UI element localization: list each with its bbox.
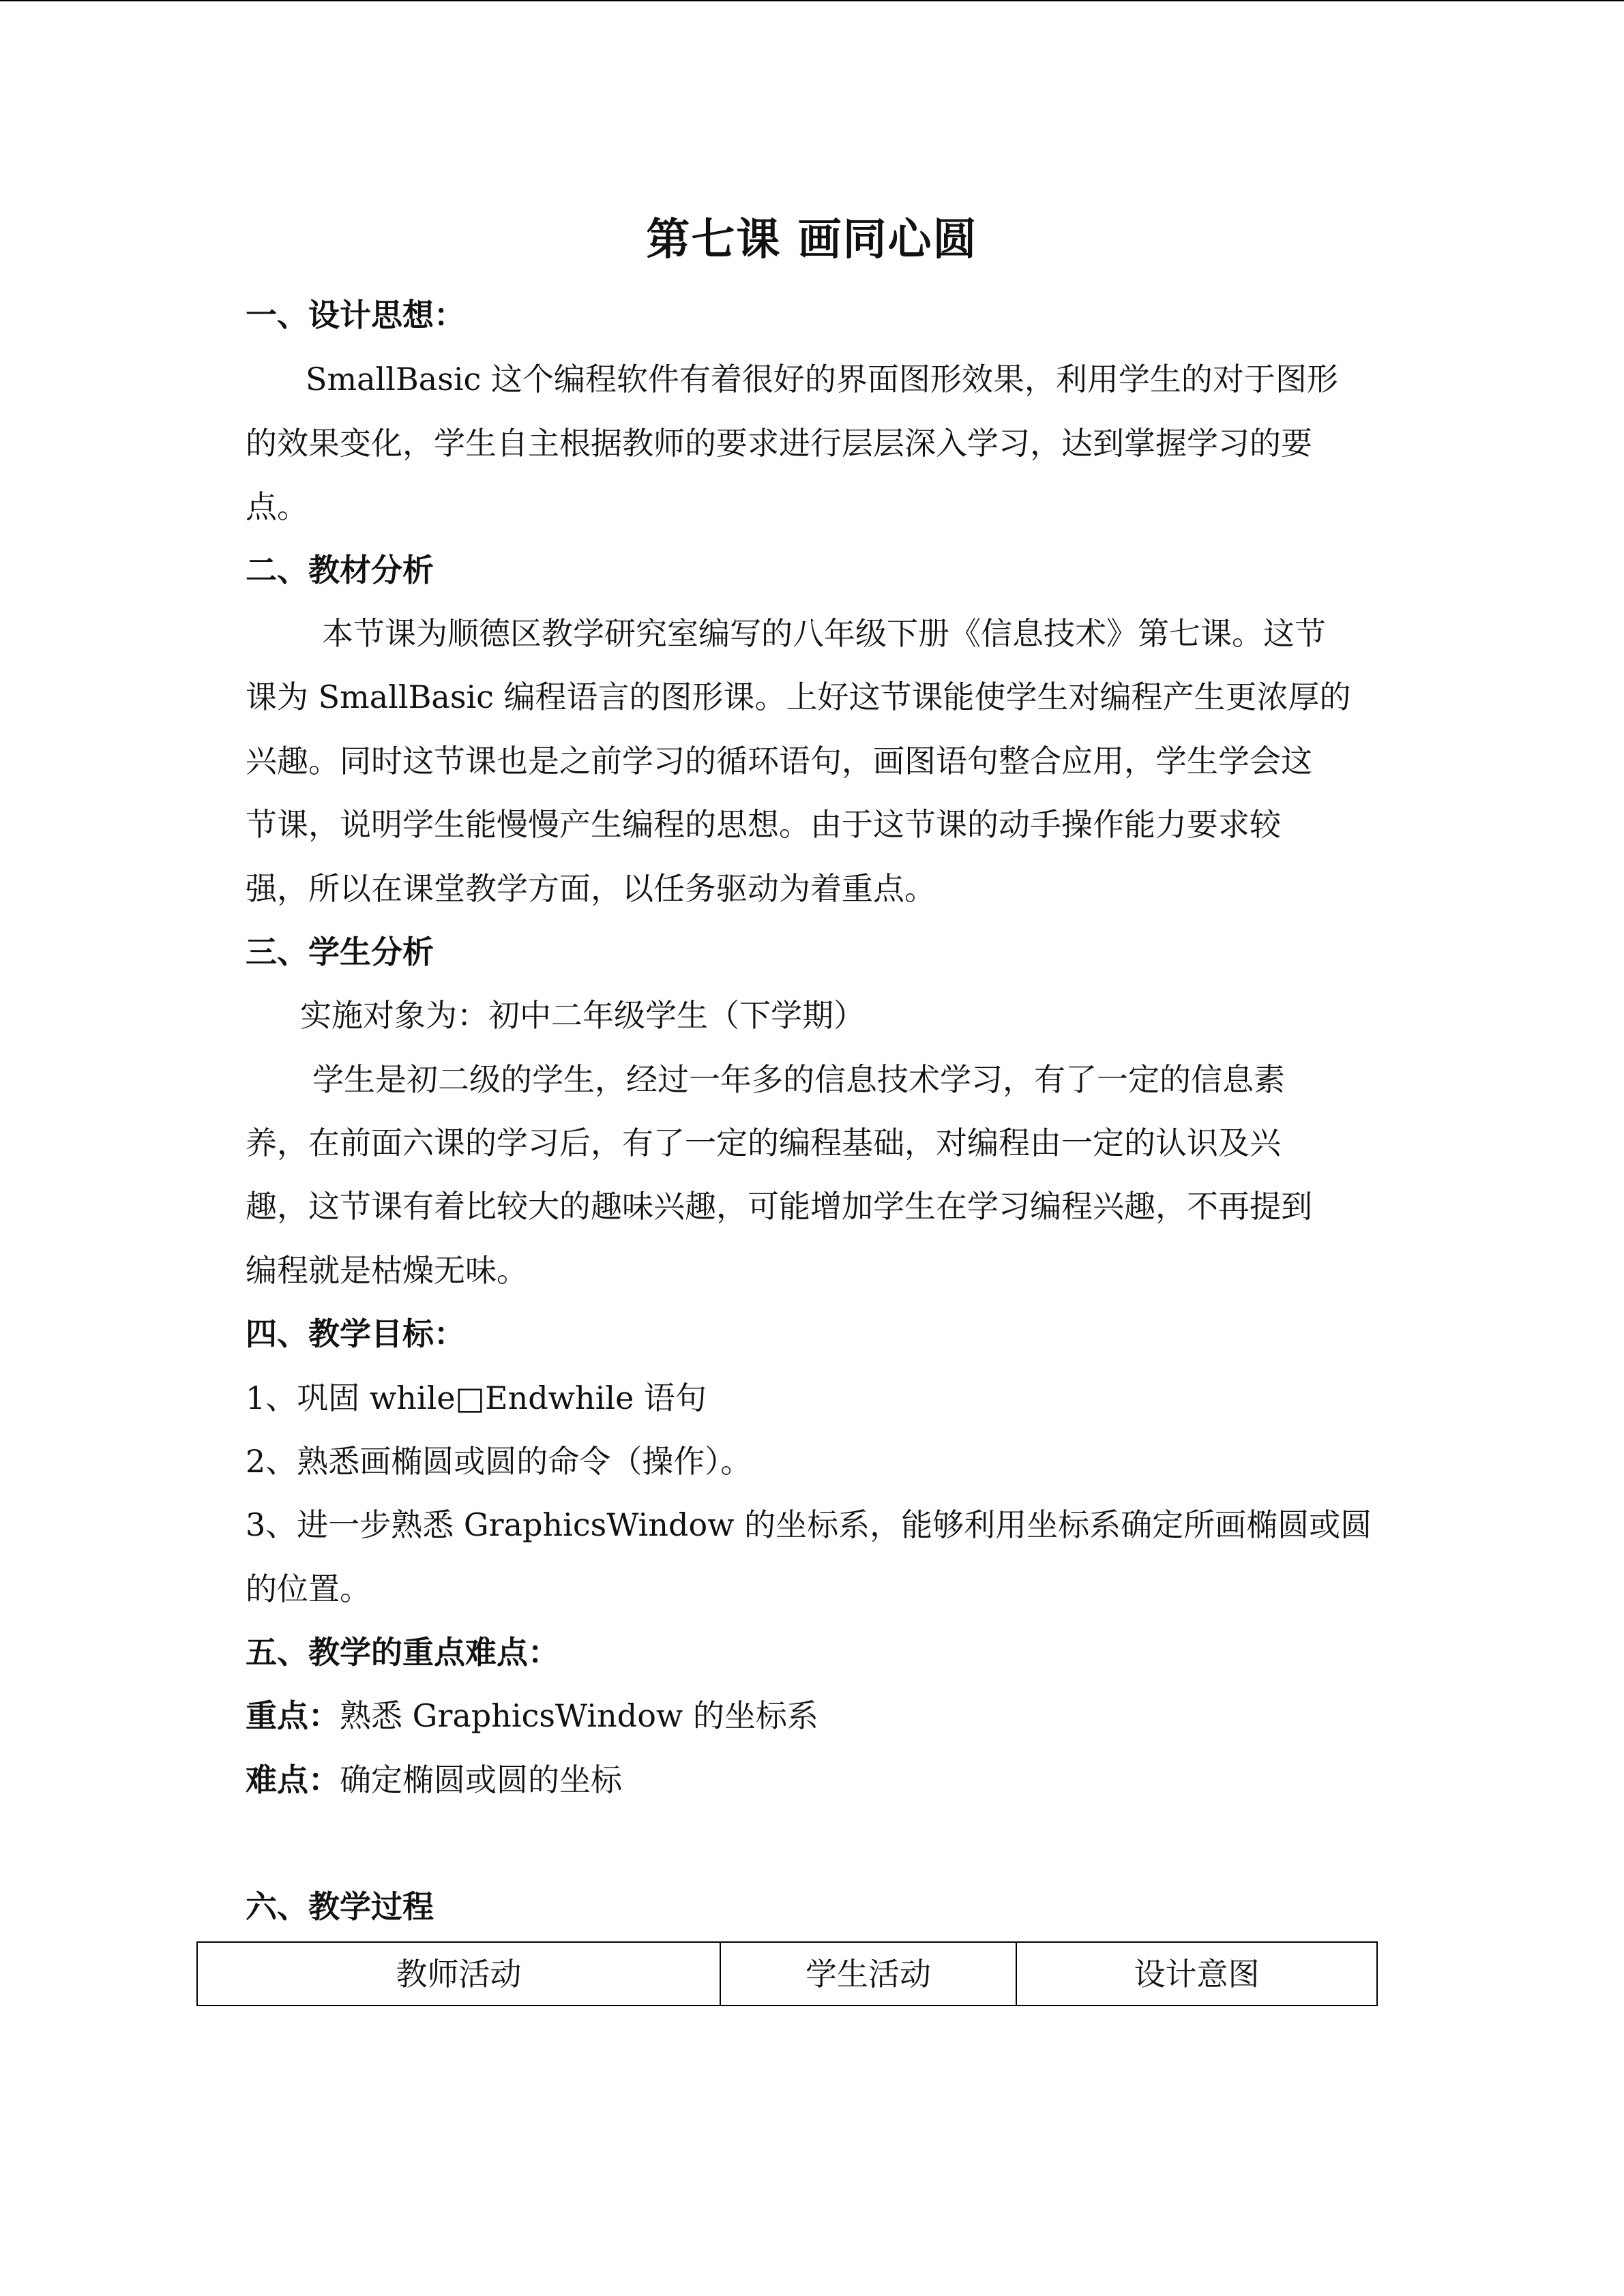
paragraph-line: 课为 SmallBasic 编程语言的图形课。上好这节课能使学生对编程产生更浓厚的 xyxy=(246,679,1351,715)
top-border-rule xyxy=(0,0,1624,1)
paragraph-line: 实施对象为：初中二年级学生（下学期） xyxy=(300,997,865,1034)
table-header-design-intent: 设计意图 xyxy=(1016,1942,1377,2006)
paragraph-line: 强，所以在课堂教学方面，以任务驱动为着重点。 xyxy=(246,870,936,907)
difficult-point-text: 确定椭圆或圆的坐标 xyxy=(340,1761,622,1798)
section-heading-student-analysis: 三、学生分析 xyxy=(246,934,434,970)
paragraph-line: 趣，这节课有着比较大的趣味兴趣，可能增加学生在学习编程兴趣，不再提到 xyxy=(246,1188,1312,1225)
difficult-point-line xyxy=(246,1759,622,1800)
section-heading-design-idea: 一、设计思想： xyxy=(246,297,465,333)
table-header-teacher-activity: 教师活动 xyxy=(197,1942,720,2006)
table-header-row xyxy=(197,1942,1377,2006)
paragraph-line: SmallBasic 这个编程软件有着很好的界面图形效果，利用学生的对于图形 xyxy=(306,361,1338,398)
difficult-point-label: 难点： xyxy=(246,1761,340,1798)
paragraph-line: 的效果变化，学生自主根据教师的要求进行层层深入学习，达到掌握学习的要 xyxy=(246,425,1312,462)
paragraph-line: 养，在前面六课的学习后，有了一定的编程基础，对编程由一定的认识及兴 xyxy=(246,1124,1281,1161)
section-heading-teaching-goals: 四、教学目标： xyxy=(246,1315,465,1352)
goal-item: 1、巩固 while□Endwhile 语句 xyxy=(246,1380,707,1416)
teaching-process-table xyxy=(196,1941,1378,2006)
key-point-label: 重点： xyxy=(246,1697,340,1734)
paragraph-line: 编程就是枯燥无味。 xyxy=(246,1252,528,1289)
paragraph-line: 兴趣。同时这节课也是之前学习的循环语句，画图语句整合应用，学生学会这 xyxy=(246,743,1312,779)
paragraph-line: 学生是初二级的学生，经过一年多的信息技术学习，有了一定的信息素 xyxy=(312,1061,1285,1098)
goal-item: 2、熟悉画椭圆或圆的命令（操作）。 xyxy=(246,1443,752,1480)
page-title: 第七课 画同心圆 xyxy=(646,215,978,265)
table-header-student-activity: 学生活动 xyxy=(720,1942,1016,2006)
goal-item: 3、进一步熟悉 GraphicsWindow 的坐标系，能够利用坐标系确定所画椭圆或圆 xyxy=(246,1506,1372,1543)
paragraph-line: 本节课为顺德区教学研究室编写的八年级下册《信息技术》第七课。这节 xyxy=(322,615,1326,652)
section-heading-teaching-process: 六、教学过程 xyxy=(246,1888,434,1925)
paragraph-line: 点。 xyxy=(246,488,308,525)
key-point-text: 熟悉 GraphicsWindow 的坐标系 xyxy=(340,1697,818,1734)
key-point-line xyxy=(246,1695,818,1736)
goal-item: 的位置。 xyxy=(246,1570,371,1607)
section-heading-key-difficult-points: 五、教学的重点难点： xyxy=(246,1634,559,1671)
paragraph-line: 节课，说明学生能慢慢产生编程的思想。由于这节课的动手操作能力要求较 xyxy=(246,806,1281,843)
section-heading-material-analysis: 二、教材分析 xyxy=(246,552,434,588)
